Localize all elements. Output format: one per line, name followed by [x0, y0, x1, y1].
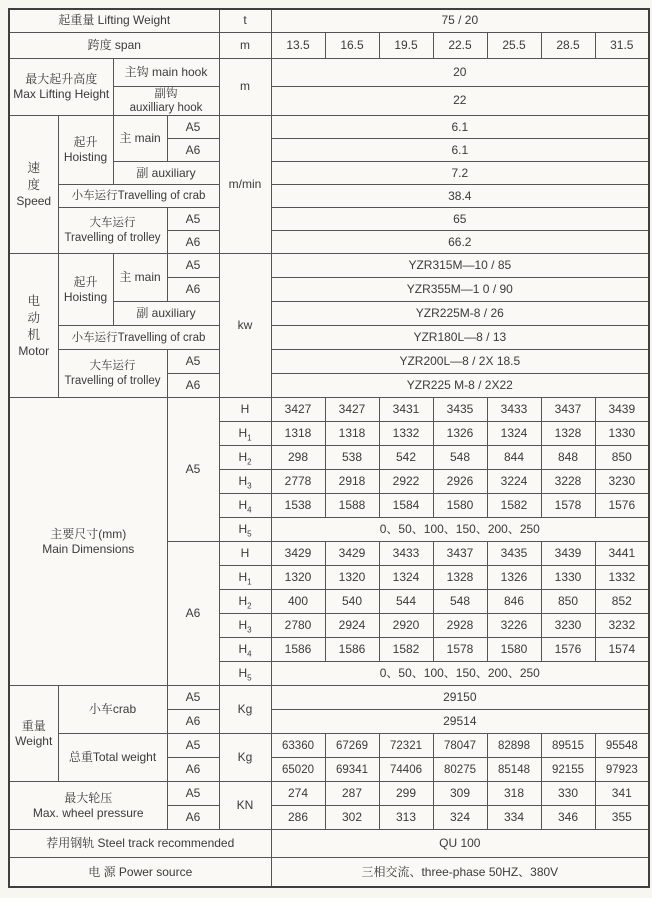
table-row — [9, 116, 649, 139]
auxiliary-label: 副 auxiliary — [113, 162, 219, 185]
value-cell: 0、50、100、150、200、250 — [271, 662, 649, 686]
unit-cell: t — [219, 9, 271, 32]
value-cell: 346 — [541, 806, 595, 830]
value-cell: 1328 — [433, 566, 487, 590]
label-line-en: Speed — [16, 194, 52, 209]
dim-symbol-cell: H — [219, 542, 271, 566]
main-dimensions-label — [9, 398, 167, 686]
value-cell: 1330 — [595, 422, 649, 446]
label-line-cn: 副钩 — [154, 87, 178, 100]
value-cell: 3427 — [271, 398, 325, 422]
hoisting-label — [58, 116, 113, 185]
value-cell: 1332 — [379, 422, 433, 446]
table-row — [9, 185, 649, 208]
value-cell: 355 — [595, 806, 649, 830]
value-cell: 1586 — [325, 638, 379, 662]
value-cell: 65020 — [271, 758, 325, 782]
value-cell: 548 — [433, 590, 487, 614]
value-cell: 852 — [595, 590, 649, 614]
value-cell: 65 — [271, 208, 649, 231]
value-cell: 1332 — [595, 566, 649, 590]
value-cell: 69341 — [325, 758, 379, 782]
value-cell: 97923 — [595, 758, 649, 782]
value-cell: 7.2 — [271, 162, 649, 185]
dim-symbol-cell: $H_1$ — [219, 422, 271, 446]
value-cell: 341 — [595, 782, 649, 806]
unit-cell: m — [219, 32, 271, 58]
value-cell: 848 — [541, 446, 595, 470]
value-cell: 0、50、100、150、200、250 — [271, 518, 649, 542]
grade-cell: A5 — [167, 398, 219, 542]
value-cell: 三相交流、three-phase 50HZ、380V — [271, 858, 649, 887]
value-cell: 1586 — [271, 638, 325, 662]
table-row — [9, 350, 649, 374]
dim-symbol-cell: $H_5$ — [219, 662, 271, 686]
value-cell: 3224 — [487, 470, 541, 494]
label-line-en: Motor — [18, 343, 50, 358]
table-row — [9, 326, 649, 350]
label-line-cn: 主要尺寸(mm) — [50, 526, 127, 541]
value-cell: 313 — [379, 806, 433, 830]
value-cell: 538 — [325, 446, 379, 470]
value-cell: 1318 — [271, 422, 325, 446]
value-cell: 29514 — [271, 710, 649, 734]
value-cell: 6.1 — [271, 139, 649, 162]
value-cell: 80275 — [433, 758, 487, 782]
grade-cell: A6 — [167, 278, 219, 302]
value-cell: 1324 — [487, 422, 541, 446]
table-row — [9, 686, 649, 710]
weight-category-label — [9, 686, 58, 782]
grade-cell: A6 — [167, 710, 219, 734]
dim-symbol-cell: $H_3$ — [219, 614, 271, 638]
label-line-en: Hoisting — [63, 150, 108, 165]
value-cell: 1326 — [433, 422, 487, 446]
grade-cell: A6 — [167, 139, 219, 162]
span-label: 跨度 span — [9, 32, 219, 58]
steel-track-label: 荐用钢轨 Steel track recommended — [9, 830, 271, 858]
value-cell: 25.5 — [487, 32, 541, 58]
value-cell: 22 — [271, 86, 649, 116]
value-cell: 2926 — [433, 470, 487, 494]
grade-cell: A6 — [167, 806, 219, 830]
label-line-en: Main Dimensions — [42, 541, 135, 556]
value-cell: 1576 — [541, 638, 595, 662]
value-cell: 286 — [271, 806, 325, 830]
value-cell: 302 — [325, 806, 379, 830]
crane-spec-table — [8, 8, 650, 888]
label-line-en: Max. wheel pressure — [32, 805, 144, 820]
value-cell: 400 — [271, 590, 325, 614]
grade-cell: A5 — [167, 208, 219, 231]
label-line-en: Hoisting — [63, 289, 108, 304]
unit-cell: Kg — [219, 686, 271, 734]
dim-symbol-cell: $H_5$ — [219, 518, 271, 542]
value-cell: 1320 — [325, 566, 379, 590]
grade-cell: A6 — [167, 231, 219, 254]
wheel-pressure-label — [9, 782, 167, 830]
value-cell: 3429 — [271, 542, 325, 566]
value-cell: YZR225M-8 / 26 — [271, 302, 649, 326]
value-cell: 3226 — [487, 614, 541, 638]
value-cell: 13.5 — [271, 32, 325, 58]
label-line-cn: 大车运行 — [89, 217, 136, 230]
grade-cell: A6 — [167, 758, 219, 782]
value-cell: 850 — [541, 590, 595, 614]
max-lifting-height-label — [9, 58, 113, 116]
table-row — [9, 32, 649, 58]
value-cell: 1582 — [487, 494, 541, 518]
value-cell: 1580 — [433, 494, 487, 518]
label-line-cn: 起升 — [73, 274, 98, 289]
value-cell: QU 100 — [271, 830, 649, 858]
value-cell: 298 — [271, 446, 325, 470]
power-source-label: 电 源 Power source — [9, 858, 271, 887]
auxiliary-label: 副 auxiliary — [113, 302, 219, 326]
label-line-cn: 最大轮压 — [64, 790, 113, 805]
value-cell: 3437 — [433, 542, 487, 566]
value-cell: 66.2 — [271, 231, 649, 254]
value-cell: 78047 — [433, 734, 487, 758]
value-cell: 540 — [325, 590, 379, 614]
value-cell: 2780 — [271, 614, 325, 638]
value-cell: 324 — [433, 806, 487, 830]
crab-weight-label: 小车crab — [58, 686, 167, 734]
value-cell: 1330 — [541, 566, 595, 590]
dim-symbol-cell: $H_2$ — [219, 446, 271, 470]
value-cell: 318 — [487, 782, 541, 806]
label-line-en: auxilliary hook — [129, 101, 203, 114]
value-cell: 28.5 — [541, 32, 595, 58]
label-line-cn: 最大起升高度 — [25, 71, 98, 86]
value-cell: 850 — [595, 446, 649, 470]
value-cell: 2924 — [325, 614, 379, 638]
label-line-en: Travelling of trolley — [64, 374, 161, 387]
value-cell: 1580 — [487, 638, 541, 662]
value-cell: 31.5 — [595, 32, 649, 58]
value-cell: 3431 — [379, 398, 433, 422]
value-cell: YZR315M—10 / 85 — [271, 254, 649, 278]
grade-cell: A6 — [167, 374, 219, 398]
unit-cell: m — [219, 58, 271, 116]
grade-cell: A5 — [167, 686, 219, 710]
value-cell: 544 — [379, 590, 433, 614]
unit-cell: Kg — [219, 734, 271, 782]
value-cell: 3433 — [379, 542, 433, 566]
aux-hook-label — [113, 86, 219, 116]
value-cell: 38.4 — [271, 185, 649, 208]
value-cell: 3232 — [595, 614, 649, 638]
value-cell: 16.5 — [325, 32, 379, 58]
speed-category-label — [9, 116, 58, 254]
table-row — [9, 398, 649, 422]
value-cell: 3427 — [325, 398, 379, 422]
grade-cell: A5 — [167, 254, 219, 278]
value-cell: 2928 — [433, 614, 487, 638]
table-row — [9, 830, 649, 858]
value-cell: 542 — [379, 446, 433, 470]
value-cell: 1574 — [595, 638, 649, 662]
label-line-cn: 起升 — [73, 135, 98, 150]
value-cell: 85148 — [487, 758, 541, 782]
value-cell: 89515 — [541, 734, 595, 758]
value-cell: 2920 — [379, 614, 433, 638]
unit-cell: m/min — [219, 116, 271, 254]
dim-symbol-cell: H — [219, 398, 271, 422]
label-line-cn: 大车运行 — [89, 360, 136, 373]
value-cell: YZR225 M-8 / 2X22 — [271, 374, 649, 398]
table-row — [9, 782, 649, 806]
main-label: 主 main — [113, 254, 167, 302]
value-cell: 334 — [487, 806, 541, 830]
value-cell: YZR200L—8 / 2X 18.5 — [271, 350, 649, 374]
value-cell: 75 / 20 — [271, 9, 649, 32]
value-cell: 95548 — [595, 734, 649, 758]
value-cell: 74406 — [379, 758, 433, 782]
value-cell: 299 — [379, 782, 433, 806]
value-cell: 3435 — [487, 542, 541, 566]
dim-symbol-cell: $H_3$ — [219, 470, 271, 494]
grade-cell: A5 — [167, 782, 219, 806]
dim-symbol-cell: $H_1$ — [219, 566, 271, 590]
value-cell: 20 — [271, 58, 649, 86]
value-cell: 2778 — [271, 470, 325, 494]
value-cell: 6.1 — [271, 116, 649, 139]
trolley-travel-label — [58, 208, 167, 254]
value-cell: 3437 — [541, 398, 595, 422]
value-cell: 67269 — [325, 734, 379, 758]
grade-cell: A6 — [167, 542, 219, 686]
value-cell: 63360 — [271, 734, 325, 758]
value-cell: 1584 — [379, 494, 433, 518]
hoisting-label — [58, 254, 113, 326]
value-cell: 1320 — [271, 566, 325, 590]
value-cell: 2918 — [325, 470, 379, 494]
unit-cell: KN — [219, 782, 271, 830]
dim-symbol-cell: $H_4$ — [219, 494, 271, 518]
value-cell: 1324 — [379, 566, 433, 590]
value-cell: 92155 — [541, 758, 595, 782]
table-row — [9, 254, 649, 278]
value-cell: 3435 — [433, 398, 487, 422]
value-cell: 1318 — [325, 422, 379, 446]
value-cell: 29150 — [271, 686, 649, 710]
value-cell: 844 — [487, 446, 541, 470]
label-line-cn: 电动机 — [27, 293, 40, 342]
crab-travel-label: 小车运行Travelling of crab — [58, 326, 219, 350]
value-cell: 287 — [325, 782, 379, 806]
value-cell: 3441 — [595, 542, 649, 566]
value-cell: 1578 — [433, 638, 487, 662]
main-label: 主 main — [113, 116, 167, 162]
value-cell: 330 — [541, 782, 595, 806]
value-cell: 846 — [487, 590, 541, 614]
label-line-cn: 重量 — [21, 718, 46, 733]
motor-category-label — [9, 254, 58, 398]
value-cell: 548 — [433, 446, 487, 470]
value-cell: 1578 — [541, 494, 595, 518]
value-cell: 1576 — [595, 494, 649, 518]
unit-cell: kw — [219, 254, 271, 398]
dim-symbol-cell: $H_2$ — [219, 590, 271, 614]
label-line-cn: 速度 — [27, 161, 40, 193]
main-hook-label: 主钩 main hook — [113, 58, 219, 86]
table-row — [9, 208, 649, 231]
value-cell: 22.5 — [433, 32, 487, 58]
value-cell: 1328 — [541, 422, 595, 446]
table-row — [9, 58, 649, 86]
total-weight-label: 总重Total weight — [58, 734, 167, 782]
value-cell: 1538 — [271, 494, 325, 518]
table-row — [9, 9, 649, 32]
label-line-en: Weight — [15, 733, 53, 748]
trolley-travel-label — [58, 350, 167, 398]
grade-cell: A5 — [167, 734, 219, 758]
table-row — [9, 734, 649, 758]
value-cell: 2922 — [379, 470, 433, 494]
value-cell: 3433 — [487, 398, 541, 422]
value-cell: YZR180L—8 / 13 — [271, 326, 649, 350]
dim-symbol-cell: $H_4$ — [219, 638, 271, 662]
value-cell: YZR355M—1 0 / 90 — [271, 278, 649, 302]
value-cell: 309 — [433, 782, 487, 806]
value-cell: 3230 — [595, 470, 649, 494]
value-cell: 3230 — [541, 614, 595, 638]
value-cell: 3228 — [541, 470, 595, 494]
label-line-en: Max Lifting Height — [13, 86, 110, 101]
value-cell: 72321 — [379, 734, 433, 758]
value-cell: 3429 — [325, 542, 379, 566]
value-cell: 1582 — [379, 638, 433, 662]
value-cell: 274 — [271, 782, 325, 806]
value-cell: 19.5 — [379, 32, 433, 58]
lifting-weight-label: 起重量 Lifting Weight — [9, 9, 219, 32]
value-cell: 82898 — [487, 734, 541, 758]
value-cell: 3439 — [595, 398, 649, 422]
value-cell: 1326 — [487, 566, 541, 590]
label-line-en: Travelling of trolley — [64, 231, 161, 244]
crab-travel-label: 小车运行Travelling of crab — [58, 185, 219, 208]
grade-cell: A5 — [167, 350, 219, 374]
value-cell: 1588 — [325, 494, 379, 518]
table-row — [9, 858, 649, 887]
grade-cell: A5 — [167, 116, 219, 139]
value-cell: 3439 — [541, 542, 595, 566]
